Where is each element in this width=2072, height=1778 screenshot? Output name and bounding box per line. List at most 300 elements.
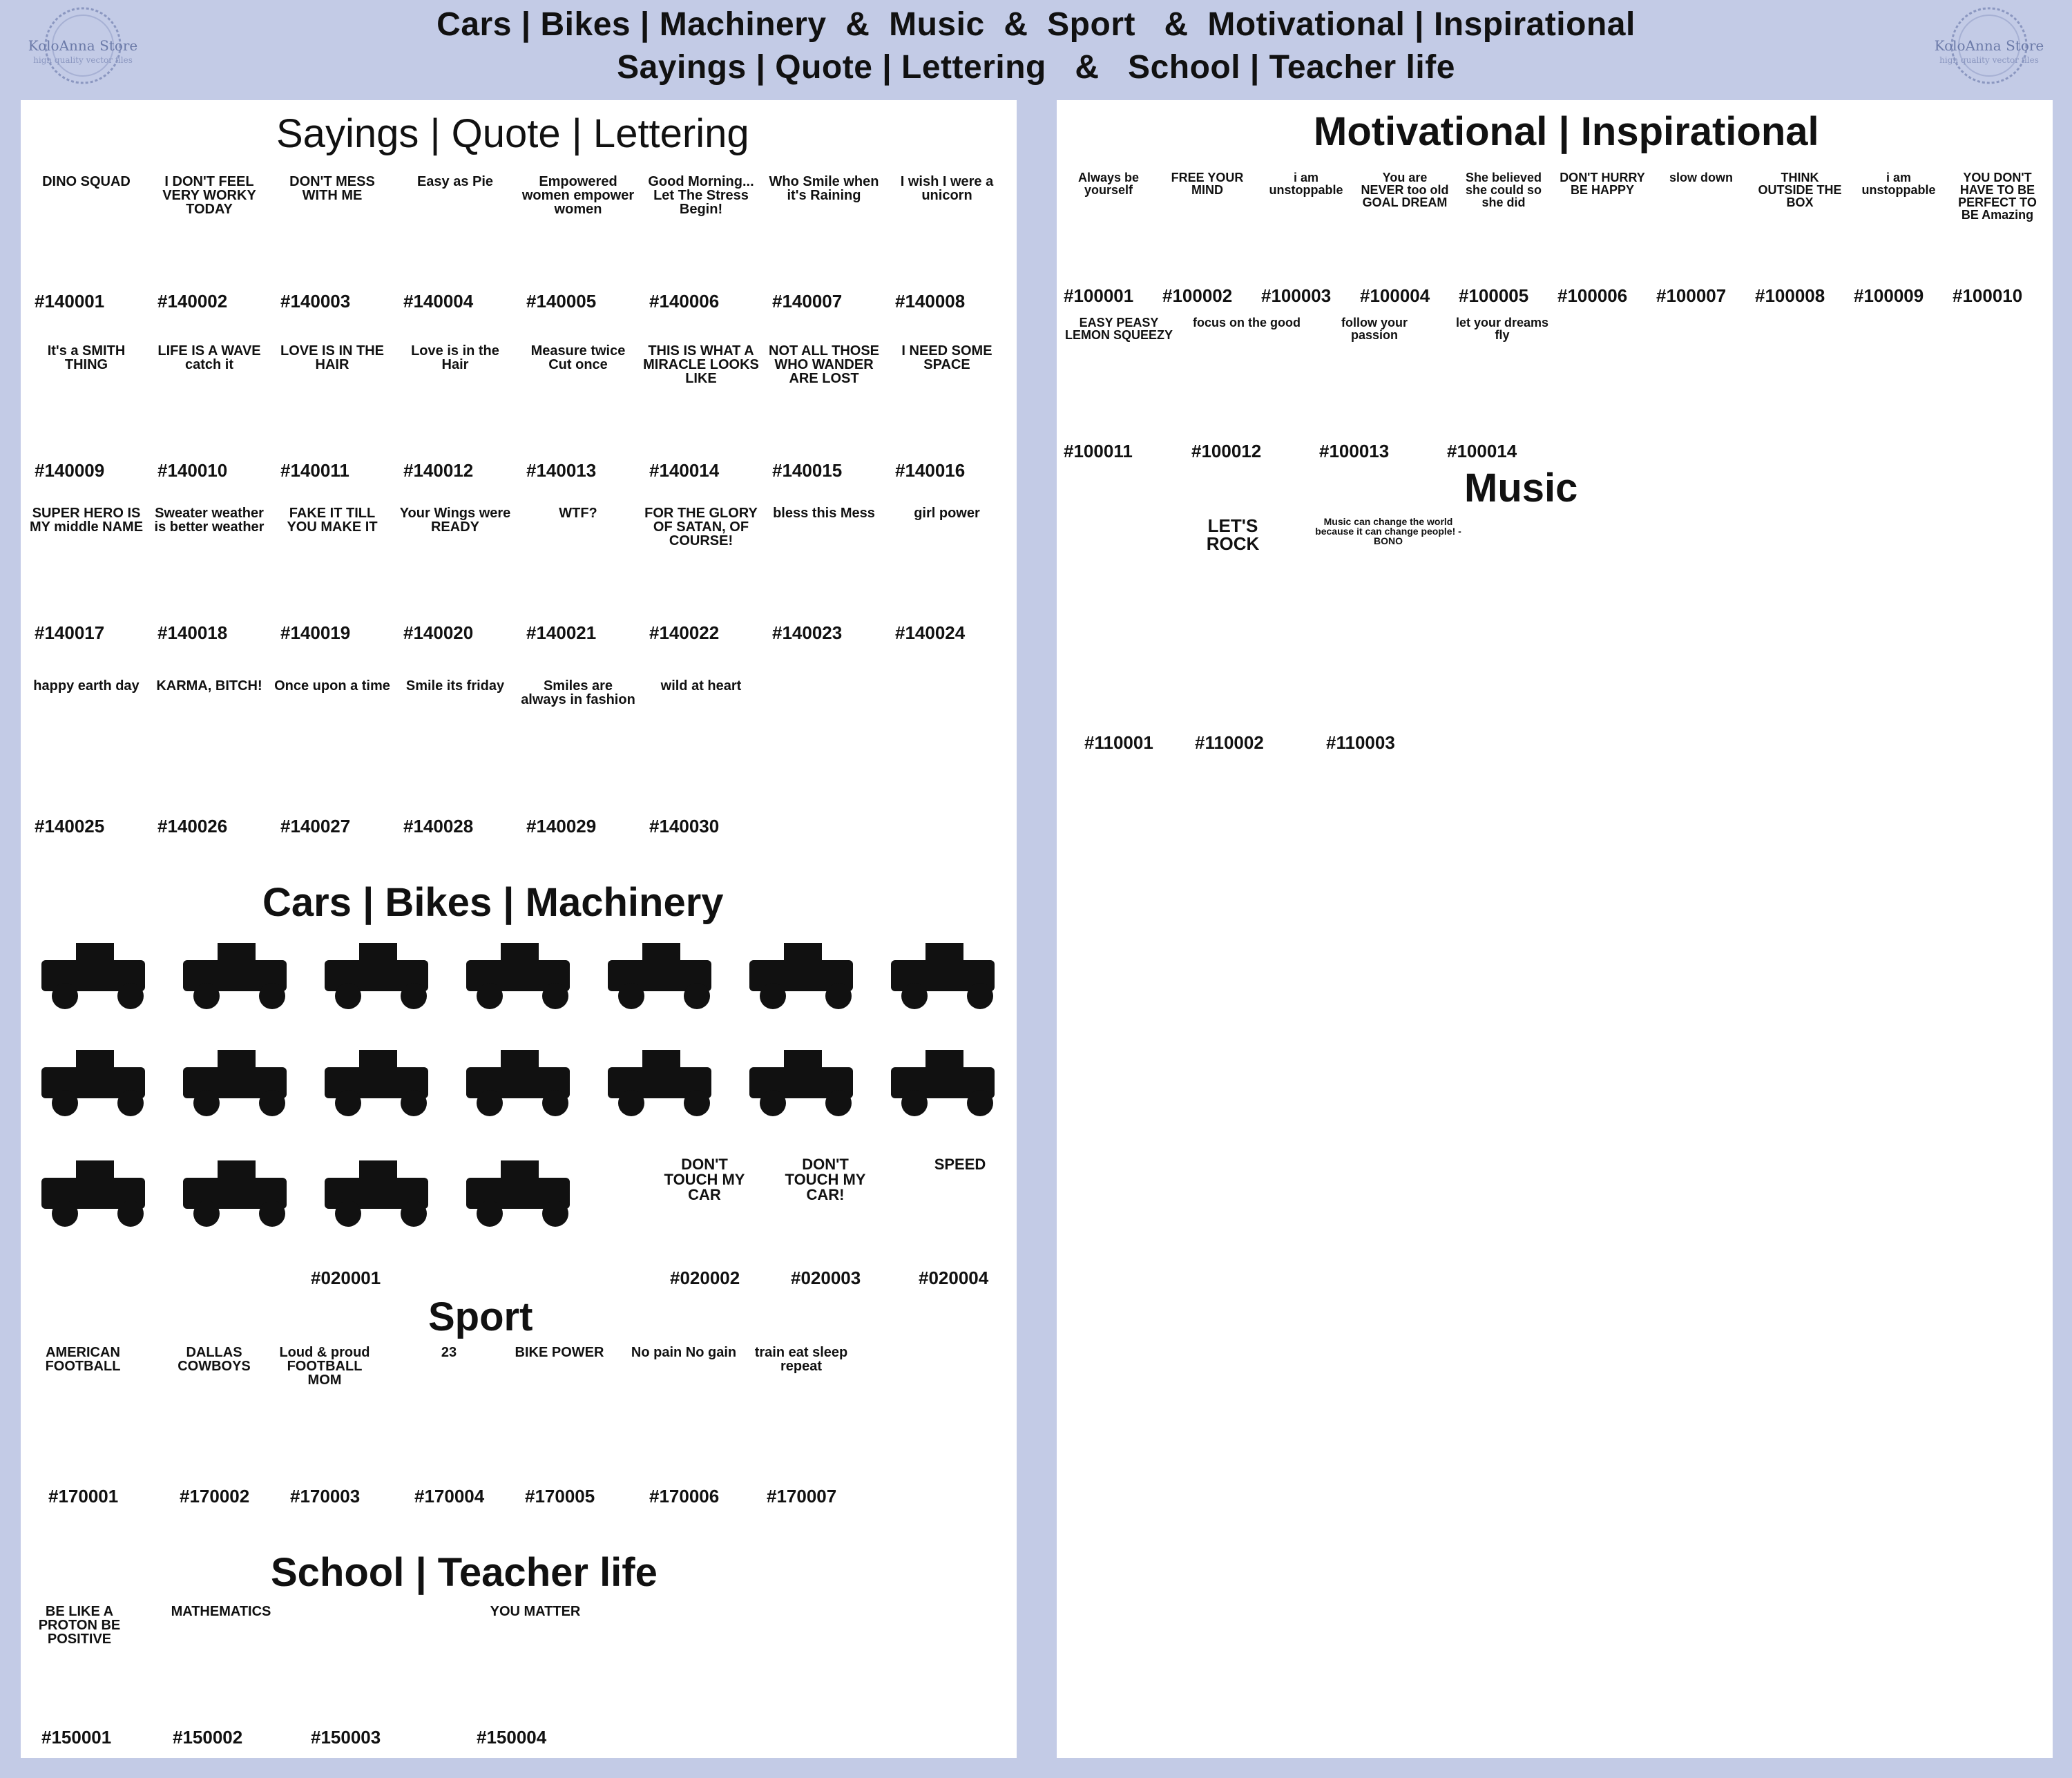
design-code: #100001 (1064, 285, 1134, 306)
design-artwork (642, 501, 760, 618)
design-code: #140011 (280, 460, 349, 481)
artwork-text: BE LIKE A PROTON BE POSITIVE (38, 1604, 121, 1647)
wheel-shape (901, 983, 928, 1009)
design-code: #150002 (173, 1727, 243, 1748)
artwork-text: bless this Mess (773, 506, 875, 521)
vehicle-silhouette-icon (601, 936, 718, 1012)
design-code: #140024 (895, 622, 966, 643)
design-artwork (274, 501, 391, 618)
artwork-text: EASY PEASY LEMON SQUEEZY (1064, 316, 1173, 342)
vehicle-cab-shape (925, 943, 963, 967)
artwork-text: THIS IS WHAT A MIRACLE LOOKS LIKE (643, 343, 759, 386)
vehicle-silhouette-icon (884, 1043, 1001, 1119)
design-code: #170007 (767, 1486, 837, 1507)
vehicle-cab-shape (218, 1160, 256, 1185)
design-item (888, 338, 1006, 484)
design-artwork (1953, 166, 2042, 283)
design-artwork (888, 501, 1006, 618)
design-artwork (1557, 166, 1647, 283)
design-code: #140017 (35, 622, 105, 643)
design-code: #110001 (1084, 732, 1153, 753)
design-code: #100005 (1459, 285, 1529, 306)
design-artwork (1181, 511, 1285, 635)
vehicle-silhouette-icon (318, 936, 435, 1012)
artwork-text: YOU MATTER (490, 1604, 581, 1619)
design-artwork (746, 1340, 856, 1478)
design-code: #020004 (919, 1268, 989, 1288)
design-item (642, 338, 760, 484)
design-item (28, 501, 145, 646)
wheel-shape (684, 1090, 710, 1116)
wheel-shape (542, 1090, 568, 1116)
wheel-shape (760, 983, 786, 1009)
design-code: #140004 (403, 291, 474, 312)
vehicle-silhouette-icon (35, 1154, 152, 1230)
design-code: #170006 (649, 1486, 720, 1507)
design-artwork (1319, 311, 1430, 435)
design-artwork (1071, 511, 1174, 635)
section-title-music: Music (1464, 466, 1578, 510)
vehicle-cab-shape (784, 1050, 822, 1074)
artwork-text: Music can change the world because it can change people! - BONO (1315, 516, 1461, 546)
design-item (888, 169, 1006, 314)
design-item (629, 1340, 739, 1506)
design-item (28, 673, 145, 839)
wheel-shape (825, 983, 852, 1009)
design-code: #150004 (477, 1727, 547, 1748)
design-item (274, 169, 391, 314)
design-code: #140002 (157, 291, 228, 312)
design-artwork (1447, 311, 1557, 435)
artwork-text: She believed she could so she did (1465, 171, 1542, 209)
wheel-shape (477, 1090, 503, 1116)
design-code: #100007 (1656, 285, 1727, 306)
artwork-text: train eat sleep repeat (754, 1345, 848, 1374)
wheel-shape (684, 983, 710, 1009)
design-code: #140006 (649, 291, 720, 312)
vehicle-cab-shape (218, 1050, 256, 1074)
artwork-text: MATHEMATICS (171, 1604, 271, 1619)
wheel-shape (335, 1090, 361, 1116)
vehicle-cab-shape (784, 943, 822, 967)
wheel-shape (335, 983, 361, 1009)
design-artwork (274, 673, 391, 812)
design-code: #140010 (157, 460, 228, 481)
car-design-artwork (912, 1136, 1008, 1233)
store-name: KoloAnna Store (1934, 37, 2044, 54)
artwork-text: Always be yourself (1077, 171, 1140, 197)
artwork-text: Loud & proud FOOTBALL MOM (279, 1345, 370, 1388)
artwork-text: Smile its friday (405, 678, 505, 694)
wheel-shape (117, 983, 144, 1009)
artwork-text: LET'S ROCK (1206, 515, 1260, 554)
design-artwork (1162, 166, 1252, 283)
artwork-text: girl power (914, 506, 980, 521)
design-item (1181, 511, 1285, 753)
wheel-shape (117, 1090, 144, 1116)
wheel-shape (259, 1090, 285, 1116)
vehicle-cab-shape (359, 943, 397, 967)
design-code: #100012 (1191, 441, 1262, 461)
design-artwork (765, 501, 883, 618)
wheel-shape (117, 1201, 144, 1227)
vehicle-cab-shape (501, 1050, 539, 1074)
vehicle-silhouette-icon (318, 1043, 435, 1119)
design-artwork (297, 1599, 449, 1710)
vehicle-cab-shape (501, 1160, 539, 1185)
artwork-text: Good Morning... Let The Stress Begin! (648, 174, 754, 217)
design-item (396, 501, 514, 646)
design-artwork (1854, 166, 1944, 283)
design-item (396, 673, 514, 839)
wheel-shape (335, 1201, 361, 1227)
design-artwork (396, 338, 514, 456)
design-item (1854, 166, 1944, 311)
design-artwork (151, 169, 268, 287)
design-code: #020002 (670, 1268, 740, 1288)
wheel-shape (401, 1090, 427, 1116)
design-item (394, 1340, 504, 1506)
artwork-text: Measure twice Cut once (530, 343, 626, 372)
design-code: #170004 (414, 1486, 485, 1507)
design-artwork (1064, 166, 1153, 283)
design-code: #100011 (1064, 441, 1133, 461)
artwork-text: DON'T HURRY BE HAPPY (1560, 171, 1645, 197)
design-item (396, 169, 514, 314)
design-artwork (629, 1340, 739, 1478)
design-code: #110003 (1326, 732, 1395, 753)
design-item (504, 1340, 615, 1506)
design-artwork (274, 169, 391, 287)
design-artwork (1064, 311, 1174, 435)
design-item (151, 169, 268, 314)
vehicle-cab-shape (218, 943, 256, 967)
design-item (765, 169, 883, 314)
wheel-shape (760, 1090, 786, 1116)
artwork-text: FAKE IT TILL YOU MAKE IT (287, 506, 378, 535)
design-code: #150001 (41, 1727, 112, 1748)
design-artwork (394, 1340, 504, 1478)
design-artwork (151, 338, 268, 456)
vehicle-cab-shape (501, 943, 539, 967)
design-code: #140012 (403, 460, 474, 481)
left-panel (21, 100, 1017, 1758)
artwork-text: happy earth day (33, 678, 140, 694)
artwork-text: FOR THE GLORY OF SATAN, OF COURSE! (644, 506, 758, 548)
wheel-shape (52, 1201, 78, 1227)
design-code: #100002 (1162, 285, 1233, 306)
wheel-shape (542, 983, 568, 1009)
design-code: #170003 (290, 1486, 361, 1507)
design-artwork (1191, 311, 1302, 435)
vehicle-cab-shape (76, 1160, 114, 1185)
design-artwork (1261, 166, 1351, 283)
vehicle-cab-shape (642, 943, 680, 967)
design-artwork (642, 338, 760, 456)
design-code: #140014 (649, 460, 720, 481)
design-artwork (151, 673, 268, 812)
design-code: #110002 (1195, 732, 1264, 753)
wheel-shape (259, 983, 285, 1009)
design-artwork (274, 338, 391, 456)
design-artwork (269, 1340, 380, 1478)
design-item (396, 338, 514, 484)
design-code: #140028 (403, 816, 474, 837)
wheel-shape (967, 983, 993, 1009)
artwork-text: i am unstoppable (1269, 171, 1343, 197)
design-code: #140019 (280, 622, 351, 643)
artwork-text: FREE YOUR MIND (1171, 171, 1244, 197)
design-code: #100013 (1319, 441, 1390, 461)
artwork-text: I wish I were a unicorn (900, 174, 994, 203)
page-header (0, 0, 2072, 97)
design-item (1312, 511, 1464, 753)
design-item (1261, 166, 1351, 311)
wheel-shape (52, 1090, 78, 1116)
design-item (519, 169, 637, 314)
design-item (151, 338, 268, 484)
artwork-text: I DON'T FEEL VERY WORKY TODAY (162, 174, 256, 217)
design-artwork (151, 501, 268, 618)
artwork-text: WTF? (559, 506, 597, 521)
artwork-text: Your Wings were READY (399, 506, 511, 535)
design-artwork (159, 1599, 283, 1710)
section-title-sport: Sport (428, 1294, 533, 1339)
artwork-text: wild at heart (660, 678, 742, 694)
design-code: #140029 (526, 816, 597, 837)
design-code: #100006 (1557, 285, 1628, 306)
design-artwork (463, 1599, 608, 1710)
section-title-motivational: Motivational | Inspirational (1314, 109, 1819, 154)
artwork-text: SPEED (934, 1156, 986, 1173)
design-item (642, 501, 760, 646)
design-artwork (28, 673, 145, 812)
design-code: #170002 (180, 1486, 250, 1507)
design-item (463, 1599, 608, 1748)
artwork-text: LIFE IS A WAVE catch it (157, 343, 261, 372)
vehicle-cab-shape (925, 1050, 963, 1074)
design-item (28, 1599, 131, 1748)
design-item (274, 673, 391, 839)
design-artwork (519, 673, 637, 812)
design-code: #140001 (35, 291, 105, 312)
store-tagline: high quality vector files (1939, 55, 2039, 65)
vehicle-silhouette-icon (884, 936, 1001, 1012)
design-item (519, 338, 637, 484)
artwork-text: follow your passion (1341, 316, 1408, 342)
design-code: #020001 (311, 1268, 381, 1288)
design-code: #140007 (772, 291, 843, 312)
store-logo-right (1934, 4, 2044, 87)
design-item (642, 673, 760, 839)
design-item (1162, 166, 1252, 311)
design-item (274, 501, 391, 646)
design-item (151, 501, 268, 646)
design-code: #020003 (791, 1268, 861, 1288)
design-item (746, 1340, 856, 1506)
artwork-text: LOVE IS IN THE HAIR (280, 343, 385, 372)
design-code: #140009 (35, 460, 105, 481)
wheel-shape (542, 1201, 568, 1227)
vehicle-silhouette-icon (459, 1043, 577, 1119)
design-item (1071, 511, 1174, 753)
artwork-text: Easy as Pie (416, 174, 494, 189)
design-artwork (28, 1340, 138, 1478)
artwork-text: Who Smile when it's Raining (769, 174, 879, 203)
artwork-text: SUPER HERO IS MY middle NAME (29, 506, 144, 535)
vehicle-silhouette-icon (176, 1154, 294, 1230)
wheel-shape (193, 1090, 220, 1116)
vehicle-silhouette-icon (176, 1043, 294, 1119)
artwork-text: You are NEVER too old GOAL DREAM (1361, 171, 1449, 209)
wheel-shape (825, 1090, 852, 1116)
design-item (1755, 166, 1845, 311)
design-item (642, 169, 760, 314)
design-artwork (396, 501, 514, 618)
design-artwork (504, 1340, 615, 1478)
artwork-text: Empowered women empower women (521, 174, 635, 217)
design-artwork (519, 169, 637, 287)
design-code: #140025 (35, 816, 105, 837)
design-code: #140013 (526, 460, 597, 481)
design-artwork (1656, 166, 1746, 283)
design-code: #140018 (157, 622, 228, 643)
artwork-text: NOT ALL THOSE WHO WANDER ARE LOST (769, 343, 879, 386)
car-design-artwork (777, 1136, 874, 1233)
artwork-text: DON'T TOUCH MY CAR! (785, 1156, 866, 1203)
design-code: #100010 (1953, 285, 2023, 306)
artwork-text: AMERICAN FOOTBALL (45, 1345, 121, 1374)
design-item (888, 501, 1006, 646)
vehicle-cab-shape (76, 943, 114, 967)
wheel-shape (618, 1090, 644, 1116)
section-title-cars: Cars | Bikes | Machinery (262, 880, 724, 925)
design-item (151, 673, 268, 839)
design-artwork (396, 169, 514, 287)
design-artwork (28, 501, 145, 618)
design-code: #170005 (525, 1486, 595, 1507)
design-artwork (642, 169, 760, 287)
wheel-shape (193, 1201, 220, 1227)
header-line-2: Sayings | Quote | Lettering & School | Teacher life (617, 49, 1455, 86)
wheel-shape (259, 1201, 285, 1227)
design-code: #140026 (157, 816, 228, 837)
design-code: #100003 (1261, 285, 1332, 306)
artwork-text: I NEED SOME SPACE (901, 343, 992, 372)
artwork-text: Love is in the Hair (411, 343, 499, 372)
artwork-text: Once upon a time (274, 678, 390, 694)
wheel-shape (618, 983, 644, 1009)
design-artwork (28, 1599, 131, 1710)
vehicle-silhouette-icon (459, 1154, 577, 1230)
design-artwork (1312, 511, 1464, 635)
wheel-shape (967, 1090, 993, 1116)
design-code: #140020 (403, 622, 474, 643)
design-code: #140021 (526, 622, 597, 643)
vehicle-silhouette-icon (742, 936, 860, 1012)
artwork-text: THINK OUTSIDE THE BOX (1758, 171, 1842, 209)
artwork-text: DINO SQUAD (42, 174, 131, 189)
design-item (1064, 311, 1174, 463)
design-artwork (888, 338, 1006, 456)
design-code: #140022 (649, 622, 720, 643)
store-name: KoloAnna Store (28, 37, 138, 54)
design-item (28, 338, 145, 484)
artwork-text: DON'T MESS WITH ME (289, 174, 375, 203)
artwork-text: 23 (441, 1345, 457, 1360)
wheel-shape (401, 983, 427, 1009)
design-code: #140023 (772, 622, 843, 643)
store-tagline: high quality vector files (33, 55, 133, 65)
artwork-text: DON'T TOUCH MY CAR (664, 1156, 745, 1203)
design-artwork (1459, 166, 1548, 283)
wheel-shape (901, 1090, 928, 1116)
artwork-text: No pain No gain (631, 1345, 737, 1360)
design-code: #140008 (895, 291, 966, 312)
design-item (297, 1599, 449, 1748)
wheel-shape (477, 1201, 503, 1227)
car-design-artwork (656, 1136, 753, 1233)
design-code: #100014 (1447, 441, 1517, 461)
artwork-text: i am unstoppable (1861, 171, 1936, 197)
design-item (1953, 166, 2042, 311)
section-title-sayings: Sayings | Quote | Lettering (276, 111, 749, 156)
wheel-shape (401, 1201, 427, 1227)
design-item (1319, 311, 1430, 463)
design-item (765, 501, 883, 646)
design-item (1656, 166, 1746, 311)
vehicle-silhouette-icon (601, 1043, 718, 1119)
vehicle-cab-shape (76, 1050, 114, 1074)
artwork-text: slow down (1669, 171, 1733, 184)
design-artwork (1755, 166, 1845, 283)
artwork-text: YOU DON'T HAVE TO BE PERFECT TO BE Amazing (1958, 171, 2037, 222)
right-panel (1057, 100, 2053, 1758)
vehicle-silhouette-icon (318, 1154, 435, 1230)
design-code: #100009 (1854, 285, 1924, 306)
design-code: #140015 (772, 460, 843, 481)
design-artwork (642, 673, 760, 812)
vehicle-silhouette-icon (459, 936, 577, 1012)
design-item (159, 1340, 269, 1506)
design-item (269, 1340, 380, 1506)
vehicle-silhouette-icon (176, 936, 294, 1012)
design-code: #140016 (895, 460, 966, 481)
design-code: #140027 (280, 816, 351, 837)
design-item (519, 673, 637, 839)
design-code: #140030 (649, 816, 720, 837)
design-artwork (519, 501, 637, 618)
artwork-text: focus on the good (1193, 316, 1301, 329)
header-line-1: Cars | Bikes | Machinery & Music & Sport & Motivational | Inspirational (437, 6, 1635, 43)
design-item (1064, 166, 1153, 311)
design-item (1557, 166, 1647, 311)
design-code: #100004 (1360, 285, 1430, 306)
wheel-shape (477, 983, 503, 1009)
artwork-text: DALLAS COWBOYS (178, 1345, 251, 1374)
artwork-text: BIKE POWER (515, 1345, 604, 1360)
design-item (1191, 311, 1302, 463)
design-artwork (28, 338, 145, 456)
design-item (1360, 166, 1450, 311)
artwork-text: let your dreams fly (1455, 316, 1549, 342)
vehicle-silhouette-icon (35, 936, 152, 1012)
design-item (1459, 166, 1548, 311)
vehicle-silhouette-icon (35, 1043, 152, 1119)
design-artwork (765, 169, 883, 287)
design-item (765, 338, 883, 484)
design-artwork (159, 1340, 269, 1478)
